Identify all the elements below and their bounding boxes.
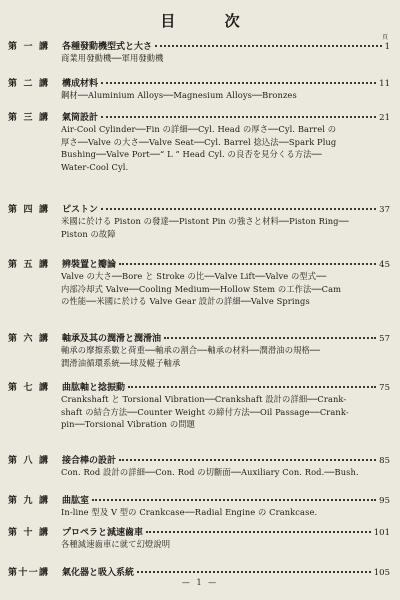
topic-line: 厚さ──Valve の大さ──Valve Seat──Cyl. Barrel 捻込法──Spark Plug	[61, 136, 337, 147]
dot-leader	[155, 36, 382, 47]
chapter-number: 第一講	[8, 42, 48, 52]
dot-leader	[164, 328, 376, 339]
chapter-page-number: 85	[379, 456, 390, 466]
chapter-title: ピストン	[62, 205, 99, 215]
toc-entry-heading	[8, 379, 390, 393]
chapter-topics	[61, 270, 390, 308]
chapter-page-number: 57	[379, 334, 390, 344]
toc-entry	[8, 256, 390, 308]
toc-entry-heading	[8, 524, 390, 538]
chapter-title: 曲肱軸と捻振動	[62, 383, 126, 393]
dot-leader	[119, 450, 376, 461]
toc-entry-heading	[8, 256, 390, 270]
chapter-topics	[61, 506, 390, 519]
dot-leader	[128, 377, 376, 388]
chapter-number: 第八講	[8, 456, 48, 466]
chapter-title: 氣化器と吸入系統	[62, 568, 135, 578]
toc-entry	[8, 330, 390, 369]
chapter-page-number: 1	[384, 42, 390, 52]
chapter-page-number: 21	[379, 113, 390, 123]
toc-entry-heading	[8, 564, 390, 578]
topic-line: Valve の大さ──Bore と Stroke の比──Valve Lift──Valve の型式──	[61, 271, 327, 281]
chapter-number: 第三講	[8, 113, 48, 123]
chapter-page-number: 75	[379, 383, 390, 393]
page-column-mark: 頁	[381, 34, 388, 41]
toc-entry-heading	[8, 492, 390, 506]
chapter-title: 各種發動機型式と大さ	[62, 42, 153, 52]
chapter-page-number: 37	[379, 205, 390, 215]
toc-entry	[8, 452, 390, 479]
dot-leader	[119, 254, 376, 265]
chapter-topics	[61, 89, 390, 102]
chapter-title: 氣筒設計	[62, 113, 99, 123]
topic-line: 潤滑油循環系統──球及輥子軸承	[61, 357, 181, 368]
toc-entry-heading	[8, 452, 390, 466]
page-title: 目 次	[160, 12, 262, 30]
topic-line: In-line 型及 V 型の Crankcase──Radial Engine の Crankcase.	[61, 507, 318, 517]
toc-entry-heading	[8, 109, 390, 123]
chapter-number: 第九講	[8, 496, 48, 506]
topic-line: 商業用發動機──軍用發動機	[61, 53, 164, 63]
toc-entry-heading	[8, 330, 390, 344]
dot-leader	[101, 73, 376, 84]
topic-line: の性能──米國に於ける Valve Gear 設計の詳細──Valve Springs	[61, 296, 310, 306]
toc-entry	[8, 109, 390, 173]
dot-leader	[146, 522, 371, 533]
chapter-topics	[61, 466, 390, 479]
chapter-number: 第六講	[8, 334, 48, 344]
topic-line: 軸承の摩擦系數と荷重──軸承の割合──軸承の材料──潤滑油の規格──	[61, 345, 321, 355]
dot-leader	[137, 562, 371, 573]
toc-entry-heading	[8, 38, 390, 52]
chapter-page-number: 45	[379, 260, 390, 270]
toc-entry	[8, 75, 390, 102]
topic-line: Bushing──Valve Port──“ L ” Head Cyl. の良否を見分くる方法──	[61, 149, 322, 159]
chapter-topics	[61, 215, 390, 240]
topic-line: 米國に於ける Piston の發達──Pistont Pin の強さと材料──Piston Ring──	[61, 216, 349, 226]
page-number-footer: — 1 —	[181, 578, 219, 587]
chapter-number: 第十講	[8, 528, 48, 538]
topic-line: Con. Rod 設計の詳細──Con. Rod の切斷面──Auxiliary Con. Rod.──Bush.	[61, 467, 359, 477]
chapter-title: 構成材料	[62, 79, 99, 89]
chapter-title: 辨裝置と瓣論	[62, 260, 117, 270]
chapter-topics	[61, 344, 390, 369]
topic-line: 内部冷却式 Valve──Cooling Medium──Hollow Stem の工作法──Cam	[61, 283, 342, 294]
chapter-topics	[61, 123, 390, 173]
chapter-topics	[61, 538, 390, 551]
topic-line: pin──Torsional Vibration の問題	[61, 419, 196, 429]
topic-line: Crankshaft と Torsional Vibration──Crankshaft 設計の詳細──Crank-	[61, 394, 347, 404]
toc-entry-heading	[8, 201, 390, 215]
topic-line: 各種減速齒車に就て幻燈說明	[61, 539, 171, 549]
chapter-number: 第七講	[8, 383, 48, 393]
chapter-number: 第十一講	[8, 568, 48, 578]
chapter-page-number: 105	[373, 568, 390, 578]
dot-leader	[92, 490, 376, 501]
chapter-number: 第四講	[8, 205, 48, 215]
chapter-page-number: 101	[373, 528, 390, 538]
toc-entry	[8, 379, 390, 431]
topic-line: Water-Cool Cyl.	[61, 161, 129, 172]
toc-entry	[8, 492, 390, 519]
dot-leader	[101, 107, 376, 118]
chapter-number: 第二講	[8, 79, 48, 89]
toc-entry	[8, 38, 390, 65]
chapter-title: 曲肱室	[62, 496, 90, 506]
chapter-title: 軸承及其の潤滑と潤滑油	[62, 334, 162, 344]
chapter-page-number: 95	[379, 496, 390, 506]
chapter-page-number: 11	[379, 79, 390, 89]
chapter-title: 接合棒の設計	[62, 456, 117, 466]
topic-line: shaft の結合方法──Counter Weight の締付方法──Oil Passage──Crank-	[61, 406, 349, 417]
topic-line: 鋼材──Aluminium Alloys──Magnesium Alloys──Bronzes	[61, 90, 297, 100]
toc-entry	[8, 524, 390, 551]
topic-line: Air-Cool Cylinder──Fin の詳細──Cyl. Head の厚さ──Cyl. Barrel の	[61, 124, 337, 134]
topic-line: Piston の故障	[61, 228, 116, 239]
chapter-topics	[61, 52, 390, 65]
chapter-title: プロペラと減速齒車	[62, 528, 144, 538]
toc-entry-heading	[8, 75, 390, 89]
dot-leader	[101, 199, 376, 210]
toc-entry	[8, 201, 390, 240]
toc-entry	[8, 564, 390, 578]
chapter-number: 第五講	[8, 260, 48, 270]
chapter-topics	[61, 393, 390, 431]
